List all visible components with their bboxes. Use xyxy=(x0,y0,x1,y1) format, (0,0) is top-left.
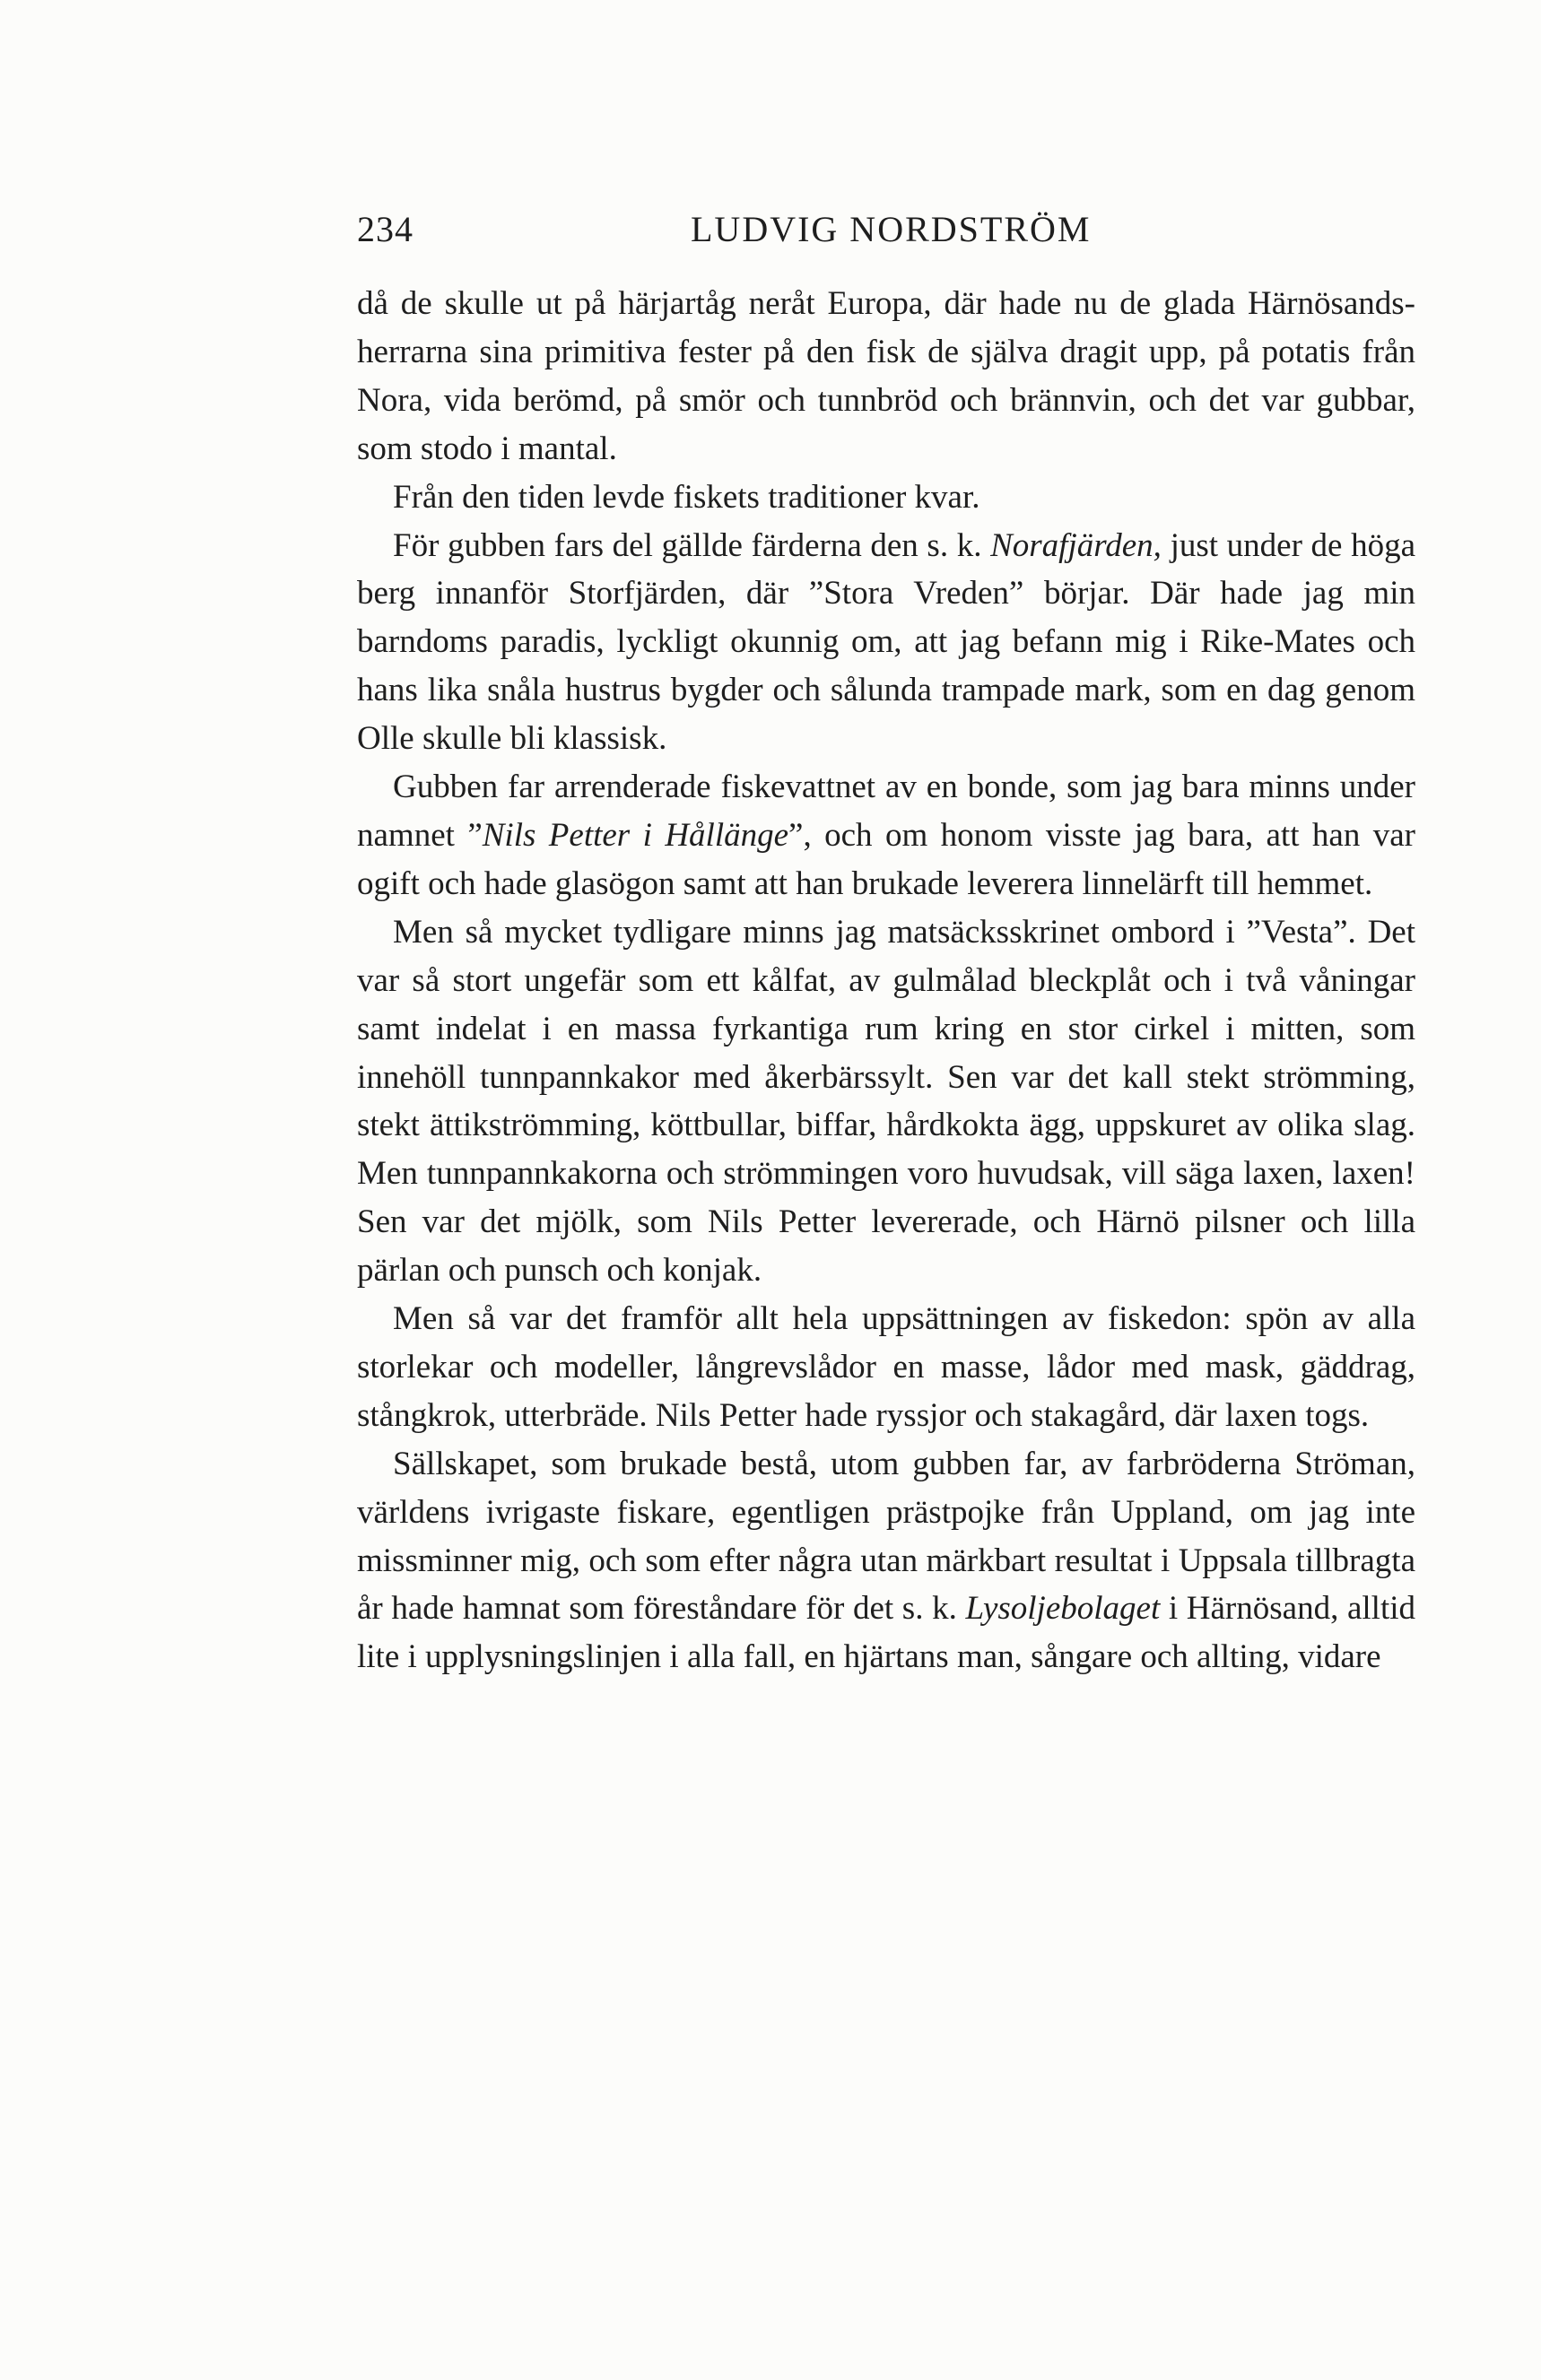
paragraph-4-text-a: Gubben far arrenderade fiskevattnet av en bonde, som jag bara minns under namnet ” xyxy=(357,769,1415,854)
paragraph-1 xyxy=(357,280,1415,473)
paragraph-6 xyxy=(357,1295,1415,1440)
paragraph-4-italic: Nils Petter i Hållänge xyxy=(482,816,789,854)
paragraph-3-italic: Norafjärden, xyxy=(990,526,1162,564)
paragraph-3-text-a: För gubben fars del gällde färderna den s. k. xyxy=(393,526,991,564)
paragraph-5-text: Men så mycket tydligare minns jag matsäcksskrinet ombord i ”Vesta”. Det var så stort ungefär som ett kålfat, av gulmålad bleckplåt och i två våningar samt indelat i en massa fyrkantiga rum kring en stor cirkel i mitten, som innehöll tunnpannkakor med åkerbärssylt. Sen var det kall stekt strömming, stekt ättikströmming, köttbullar, biffar, hårdkokta ägg, uppskuret av olika slag. Men tunnpannkakorna och strömmingen voro huvudsak, vill säga laxen, laxen! Sen var det mjölk, som Nils Petter levererade, och Härnö pilsner och lilla pärlan och punsch och konjak. xyxy=(357,913,1415,1290)
paragraph-7-italic: Lysoljebolaget xyxy=(965,1590,1161,1628)
paragraph-3 xyxy=(357,522,1415,764)
body-text xyxy=(357,280,1415,1681)
paragraph-4 xyxy=(357,763,1415,908)
paragraph-7-text-b: i Härnösand, alltid lite i upplysningslinjen i alla fall, en hjärtans man, sångare och allting, vidare xyxy=(357,1590,1415,1676)
paragraph-3-text-b: just under de höga berg innanför Storfjärden, där ”Stora Vreden” börjar. Där hade jag min barndoms paradis, lyckligt okunnig om, att jag befann mig i Rike-Mates och hans lika snåla hustrus bygder och sålunda trampade mark, som en dag genom Olle skulle bli klassisk. xyxy=(357,526,1415,758)
page-header xyxy=(357,208,1415,258)
paragraph-7-text-a: Sällskapet, som brukade bestå, utom gubben far, av farbröderna Ströman, världens ivrigaste fiskare, egentligen prästpojke från Uppland, om jag inte missminner mig, och som efter några utan märkbart resultat i Uppsala tillbragta år hade hamnat som föreståndare för det s. k. xyxy=(357,1445,1415,1628)
page-number: 234 xyxy=(357,209,414,249)
paragraph-1-text: då de skulle ut på härjartåg neråt Europa, där hade nu de glada Härnösands-herrarna sina primitiva fester på den fisk de själva dragit upp, på potatis från Nora, vida berömd, på smör och tunnbröd och brännvin, och det var gubbar, som stodo i mantal. xyxy=(357,285,1415,467)
paragraph-7 xyxy=(357,1440,1415,1682)
paragraph-4-text-b: ”, och om honom visste jag bara, att han var ogift och hade glasögon samt att han brukade leverera linnelärft till hemmet. xyxy=(357,816,1415,902)
running-head: LUDVIG NORDSTRÖM xyxy=(691,209,1092,249)
paragraph-2 xyxy=(357,473,1415,522)
paragraph-6-text: Men så var det framför allt hela uppsättningen av fiskedon: spön av alla storlekar och modeller, långrevslådor en masse, lådor med mask, gäddrag, stångkrok, utterbräde. Nils Petter hade ryssjor och stakagård, där laxen togs. xyxy=(357,1300,1415,1434)
paragraph-2-text: Från den tiden levde fiskets traditioner kvar. xyxy=(393,478,980,516)
paragraph-5 xyxy=(357,908,1415,1295)
